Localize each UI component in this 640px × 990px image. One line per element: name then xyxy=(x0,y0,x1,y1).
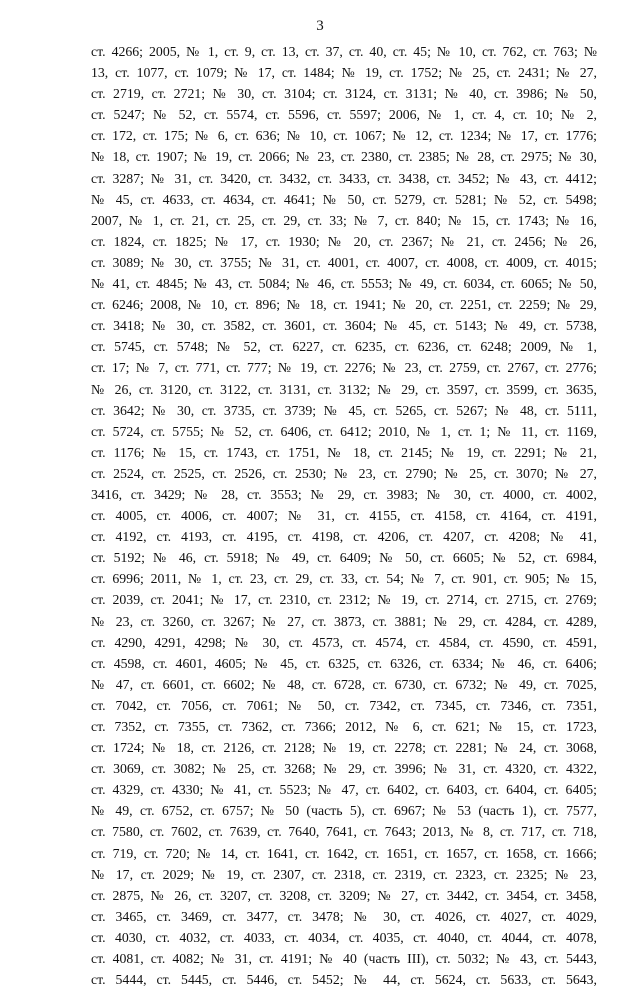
text-line: ст. 6246; 2008, № 10, ст. 896; № 18, ст. 1941; № 20, ст. 2251, ст. 2259; № 29, xyxy=(91,297,597,313)
text-line: ст. 3069, ст. 3082; № 25, ст. 3268; № 29, ст. 3996; № 31, ст. 4320, ст. 4322, xyxy=(91,761,597,777)
text-line: ст. 3287; № 31, ст. 3420, ст. 3432, ст. 3433, ст. 3438, ст. 3452; № 43, ст. 4412; xyxy=(91,170,597,186)
text-line: ст. 4005, ст. 4006, ст. 4007; № 31, ст. 4155, ст. 4158, ст. 4164, ст. 4191, xyxy=(91,508,597,524)
text-line: ст. 1176; № 15, ст. 1743, ст. 1751, № 18, ст. 2145; № 19, ст. 2291; № 21, xyxy=(91,444,597,460)
text-line: ст. 7580, ст. 7602, ст. 7639, ст. 7640, 7641, ст. 7643; 2013, № 8, ст. 717, ст. 718, xyxy=(91,824,597,840)
text-line: ст. 4030, ст. 4032, ст. 4033, ст. 4034, ст. 4035, ст. 4040, ст. 4044, ст. 4078, xyxy=(91,929,597,945)
text-line: № 49, ст. 6752, ст. 6757; № 50 (часть 5), ст. 6967; № 53 (часть 1), ст. 7577, xyxy=(91,803,597,819)
text-line: ст. 4192, ст. 4193, ст. 4195, ст. 4198, ст. 4206, ст. 4207, ст. 4208; № 41, xyxy=(91,529,597,545)
text-line: ст. 5444, ст. 5445, ст. 5446, ст. 5452; № 44, ст. 5624, ст. 5633, ст. 5643, xyxy=(91,972,597,988)
text-line: ст. 3089; № 30, ст. 3755; № 31, ст. 4001, ст. 4007, ст. 4008, ст. 4009, ст. 4015; xyxy=(91,254,597,270)
text-line: ст. 2524, ст. 2525, ст. 2526, ст. 2530; № 23, ст. 2790; № 25, ст. 3070; № 27, xyxy=(91,465,597,481)
text-line: № 45, ст. 4633, ст. 4634, ст. 4641; № 50, ст. 5279, ст. 5281; № 52, ст. 5498; xyxy=(91,191,597,207)
text-line: ст. 4329, ст. 4330; № 41, ст. 5523; № 47, ст. 6402, ст. 6403, ст. 6404, ст. 6405; xyxy=(91,782,597,798)
text-line: ст. 4598, ст. 4601, 4605; № 45, ст. 6325, ст. 6326, ст. 6334; № 46, ст. 6406; xyxy=(91,655,597,671)
text-line: 3416, ст. 3429; № 28, ст. 3553; № 29, ст. 3983; № 30, ст. 4000, ст. 4002, xyxy=(91,486,597,502)
text-line: ст. 2719, ст. 2721; № 30, ст. 3104; ст. 3124, ст. 3131; № 40, ст. 3986; № 50, xyxy=(91,86,597,102)
text-line: ст. 3642; № 30, ст. 3735, ст. 3739; № 45, ст. 5265, ст. 5267; № 48, ст. 5111, xyxy=(91,402,597,418)
page-number: 3 xyxy=(316,18,324,34)
text-line: № 47, ст. 6601, ст. 6602; № 48, ст. 6728, ст. 6730, ст. 6732; № 49, ст. 7025, xyxy=(91,676,597,692)
text-line: ст. 172, ст. 175; № 6, ст. 636; № 10, ст. 1067; № 12, ст. 1234; № 17, ст. 1776; xyxy=(91,128,597,144)
text-line: ст. 4266; 2005, № 1, ст. 9, ст. 13, ст. 37, ст. 40, ст. 45; № 10, ст. 762, ст. 763; № xyxy=(91,44,597,59)
text-line: ст. 5745, ст. 5748; № 52, ст. 6227, ст. 6235, ст. 6236, ст. 6248; 2009, № 1, xyxy=(91,339,597,355)
text-line: ст. 7352, ст. 7355, ст. 7362, ст. 7366; 2012, № 6, ст. 621; № 15, ст. 1723, xyxy=(91,719,597,734)
text-line: ст. 5724, ст. 5755; № 52, ст. 6406, ст. 6412; 2010, № 1, ст. 1; № 11, ст. 1169, xyxy=(91,423,597,439)
text-line: № 18, ст. 1907; № 19, ст. 2066; № 23, ст. 2380, ст. 2385; № 28, ст. 2975; № 30, xyxy=(91,149,597,165)
text-line: 13, ст. 1077, ст. 1079; № 17, ст. 1484; № 19, ст. 1752; № 25, ст. 2431; № 27, xyxy=(91,65,597,81)
text-line: 2007, № 1, ст. 21, ст. 25, ст. 29, ст. 33; № 7, ст. 840; № 15, ст. 1743; № 16, xyxy=(91,212,597,228)
text-line: ст. 5247; № 52, ст. 5574, ст. 5596, ст. 5597; 2006, № 1, ст. 4, ст. 10; № 2, xyxy=(91,107,597,123)
text-line: ст. 2875, № 26, ст. 3207, ст. 3208, ст. 3209; № 27, ст. 3442, ст. 3454, ст. 3458, xyxy=(91,887,597,903)
text-line: ст. 7042, ст. 7056, ст. 7061; № 50, ст. 7342, ст. 7345, ст. 7346, ст. 7351, xyxy=(91,697,597,713)
text-line: ст. 4081, ст. 4082; № 31, ст. 4191; № 40 (часть III), ст. 5032; № 43, ст. 5443, xyxy=(91,951,597,967)
text-line: № 23, ст. 3260, ст. 3267; № 27, ст. 3873, ст. 3881; № 29, ст. 4284, ст. 4289, xyxy=(91,613,597,629)
text-line: ст. 4290, 4291, 4298; № 30, ст. 4573, ст. 4574, ст. 4584, ст. 4590, ст. 4591, xyxy=(91,634,597,650)
text-line: ст. 1824, ст. 1825; № 17, ст. 1930; № 20, ст. 2367; № 21, ст. 2456; № 26, xyxy=(91,233,597,249)
text-line: № 41, ст. 4845; № 43, ст. 5084; № 46, ст. 5553; № 49, ст. 6034, ст. 6065; № 50, xyxy=(91,276,597,292)
body-text xyxy=(91,41,597,990)
text-line: ст. 17; № 7, ст. 771, ст. 777; № 19, ст. 2276; № 23, ст. 2759, ст. 2767, ст. 2776; xyxy=(91,360,597,376)
text-line: ст. 719, ст. 720; № 14, ст. 1641, ст. 1642, ст. 1651, ст. 1657, ст. 1658, ст. 1666; xyxy=(91,845,597,861)
text-line: ст. 1724; № 18, ст. 2126, ст. 2128; № 19, ст. 2278; ст. 2281; № 24, ст. 3068, xyxy=(91,740,597,756)
text-line: № 17, ст. 2029; № 19, ст. 2307, ст. 2318, ст. 2319, ст. 2323, ст. 2325; № 23, xyxy=(91,866,597,882)
text-line: ст. 6996; 2011, № 1, ст. 23, ст. 29, ст. 33, ст. 54; № 7, ст. 901, ст. 905; № 15, xyxy=(91,571,597,587)
text-line: № 26, ст. 3120, ст. 3122, ст. 3131, ст. 3132; № 29, ст. 3597, ст. 3599, ст. 3635, xyxy=(91,381,597,397)
text-line: ст. 3465, ст. 3469, ст. 3477, ст. 3478; № 30, ст. 4026, ст. 4027, ст. 4029, xyxy=(91,908,597,924)
text-line: ст. 3418; № 30, ст. 3582, ст. 3601, ст. 3604; № 45, ст. 5143; № 49, ст. 5738, xyxy=(91,318,597,334)
text-line: ст. 5192; № 46, ст. 5918; № 49, ст. 6409; № 50, ст. 6605; № 52, ст. 6984, xyxy=(91,550,597,566)
text-line: ст. 2039, ст. 2041; № 17, ст. 2310, ст. 2312; № 19, ст. 2714, ст. 2715, ст. 2769; xyxy=(91,592,597,608)
